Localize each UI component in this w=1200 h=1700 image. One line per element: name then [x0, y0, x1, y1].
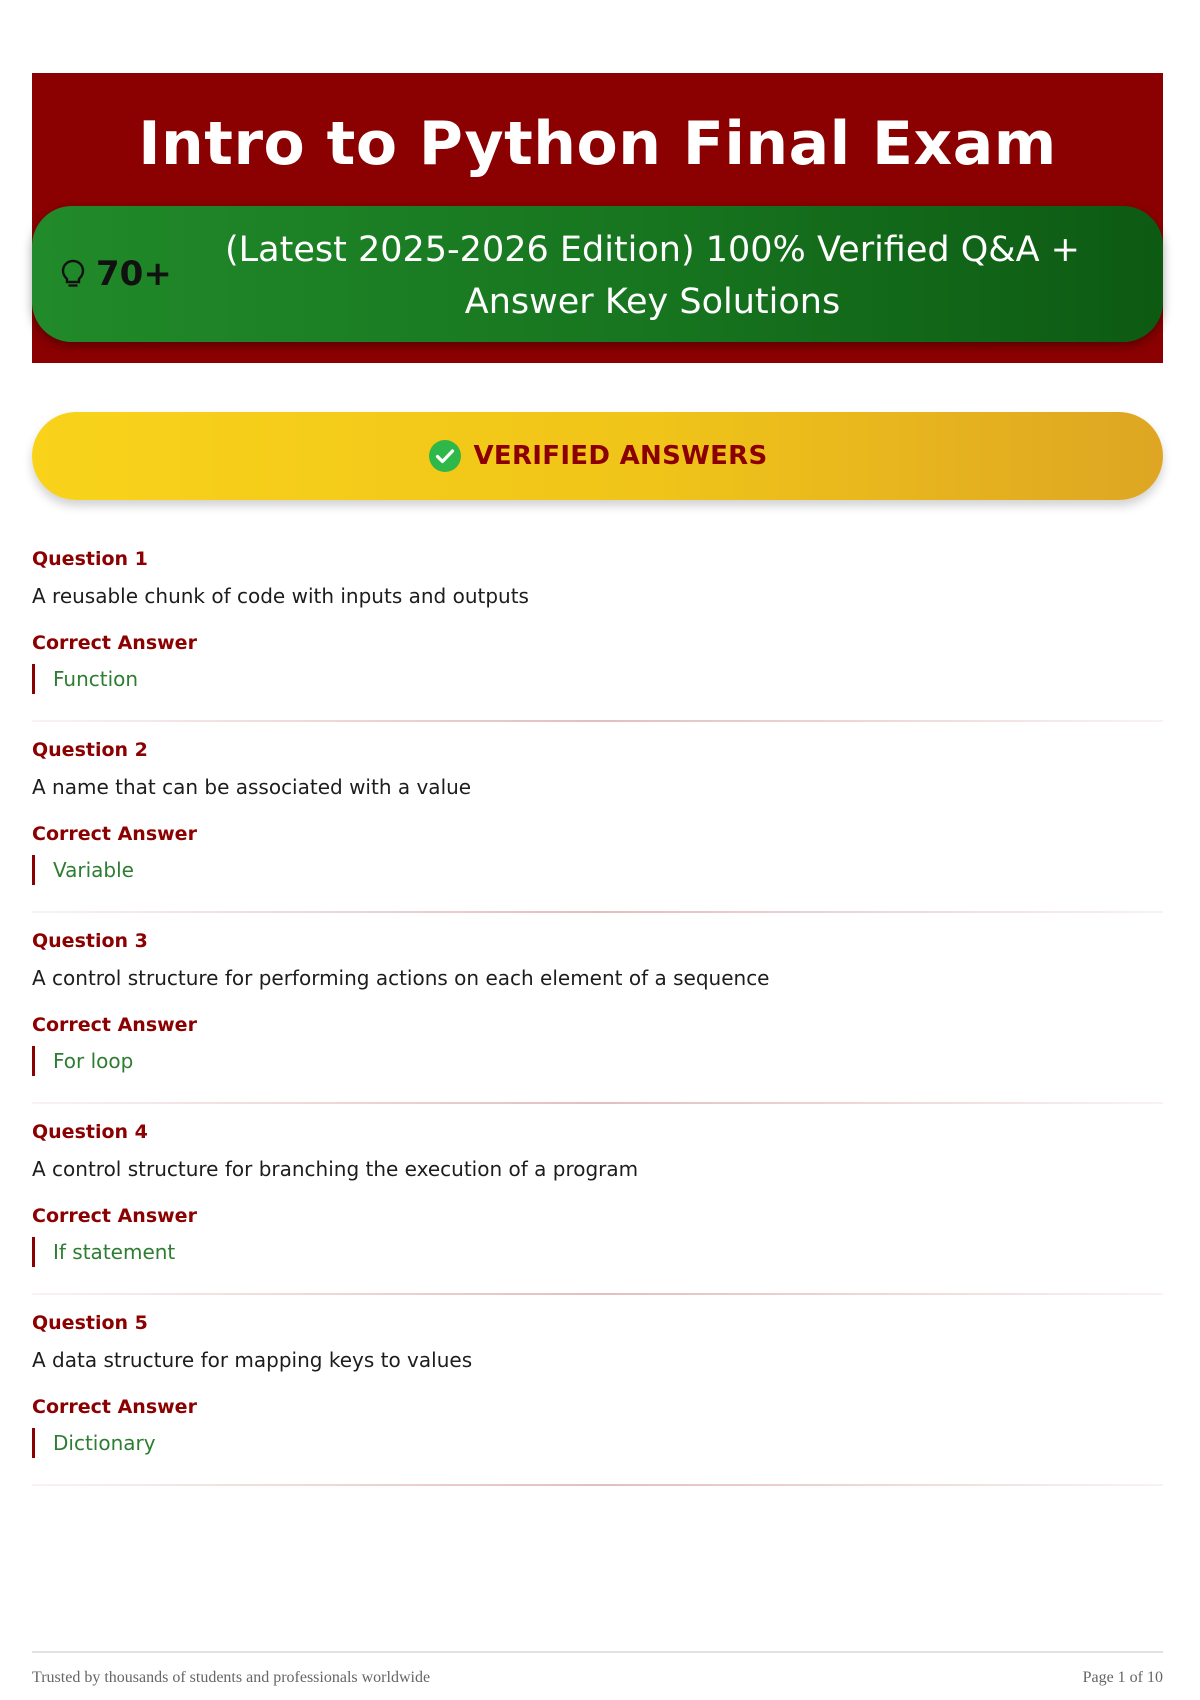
answer-value: Function	[32, 664, 138, 694]
answer-label: Correct Answer	[32, 1014, 197, 1036]
footer-divider	[32, 1651, 1163, 1653]
lightbulb-icon	[60, 259, 86, 289]
question-divider	[32, 911, 1163, 913]
question-text: A control structure for branching the execution of a program	[32, 1157, 639, 1181]
header-block	[32, 73, 1163, 363]
answer-label: Correct Answer	[32, 632, 197, 654]
question-item	[32, 1113, 1163, 1304]
edition-subtitle: (Latest 2025-2026 Edition) 100% Verified Q&A + Answer Key Solutions	[225, 230, 1080, 322]
question-text: A control structure for performing actions on each element of a sequence	[32, 966, 770, 990]
question-count-badge	[60, 252, 172, 296]
question-number: Question 4	[32, 1121, 148, 1143]
verified-answers-pill	[32, 412, 1163, 500]
question-text: A data structure for mapping keys to values	[32, 1348, 473, 1372]
question-divider	[32, 1293, 1163, 1295]
answer-label: Correct Answer	[32, 823, 197, 845]
question-number: Question 3	[32, 930, 148, 952]
question-divider	[32, 720, 1163, 722]
document-page	[32, 0, 1163, 1700]
question-number: Question 2	[32, 739, 148, 761]
question-count: 70+	[96, 254, 172, 294]
check-circle-icon	[428, 439, 462, 473]
page-title: Intro to Python Final Exam	[138, 109, 1057, 179]
question-list	[32, 540, 1163, 1495]
question-divider	[32, 1484, 1163, 1486]
answer-value: If statement	[32, 1237, 175, 1267]
edition-banner	[32, 206, 1163, 342]
answer-value: For loop	[32, 1046, 133, 1076]
answer-value: Variable	[32, 855, 134, 885]
question-item	[32, 540, 1163, 731]
question-item	[32, 1304, 1163, 1495]
question-text: A name that can be associated with a value	[32, 775, 472, 799]
question-text: A reusable chunk of code with inputs and outputs	[32, 584, 529, 608]
answer-value: Dictionary	[32, 1428, 156, 1458]
question-divider	[32, 1102, 1163, 1104]
footer-tagline: Trusted by thousands of students and professionals worldwide	[32, 1669, 431, 1686]
question-item	[32, 731, 1163, 922]
answer-label: Correct Answer	[32, 1396, 197, 1418]
question-number: Question 1	[32, 548, 148, 570]
answer-label: Correct Answer	[32, 1205, 197, 1227]
question-item	[32, 922, 1163, 1113]
question-number: Question 5	[32, 1312, 148, 1334]
verified-answers-label: VERIFIED ANSWERS	[473, 441, 768, 471]
page-number: Page 1 of 10	[1082, 1669, 1163, 1686]
